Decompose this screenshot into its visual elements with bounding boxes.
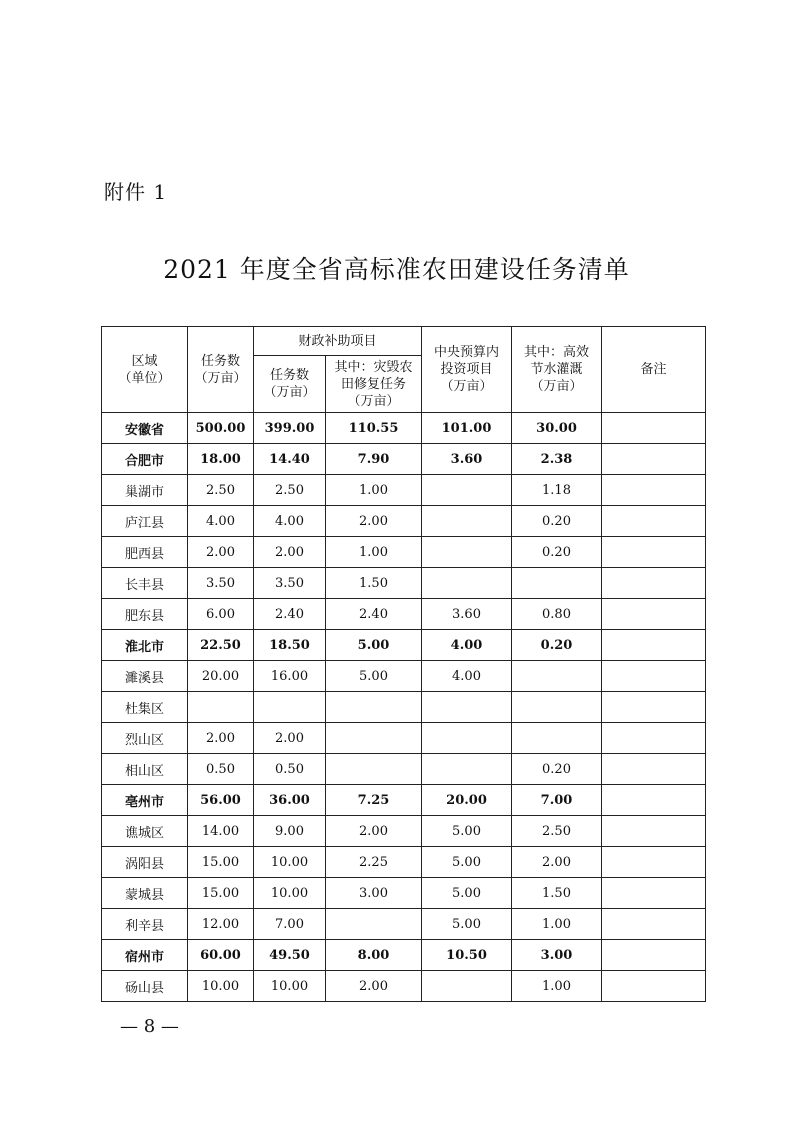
table-row <box>102 723 706 754</box>
cell-disaster: 1.00 <box>326 537 422 568</box>
cell-task: 22.50 <box>188 630 254 661</box>
cell-remarks <box>602 661 706 692</box>
cell-disaster: 110.55 <box>326 413 422 444</box>
cell-fiscal: 2.00 <box>254 723 326 754</box>
cell-central <box>422 692 512 723</box>
cell-name: 亳州市 <box>102 785 188 816</box>
cell-central: 3.60 <box>422 444 512 475</box>
cell-name: 巢湖市 <box>102 475 188 506</box>
attachment-label: 附件 1 <box>104 180 168 204</box>
header-central: 中央预算内 投资项目 （万亩） <box>422 327 512 413</box>
cell-irrigation: 2.00 <box>512 847 602 878</box>
table-row <box>102 909 706 940</box>
cell-irrigation: 2.50 <box>512 816 602 847</box>
cell-name: 合肥市 <box>102 444 188 475</box>
cell-name: 涡阳县 <box>102 847 188 878</box>
cell-task: 500.00 <box>188 413 254 444</box>
cell-name: 谯城区 <box>102 816 188 847</box>
cell-fiscal <box>254 692 326 723</box>
table-row <box>102 599 706 630</box>
cell-irrigation: 1.50 <box>512 878 602 909</box>
table-row <box>102 878 706 909</box>
cell-disaster: 5.00 <box>326 661 422 692</box>
table-body <box>102 413 706 1002</box>
cell-fiscal: 18.50 <box>254 630 326 661</box>
header-task: 任务数 （万亩） <box>188 327 254 413</box>
cell-central: 5.00 <box>422 909 512 940</box>
cell-task: 18.00 <box>188 444 254 475</box>
cell-fiscal: 9.00 <box>254 816 326 847</box>
cell-irrigation <box>512 568 602 599</box>
cell-task: 15.00 <box>188 878 254 909</box>
header-fiscal-task: 任务数 （万亩） <box>254 356 326 413</box>
cell-name: 长丰县 <box>102 568 188 599</box>
cell-fiscal: 14.40 <box>254 444 326 475</box>
cell-task: 15.00 <box>188 847 254 878</box>
cell-irrigation: 1.18 <box>512 475 602 506</box>
cell-fiscal: 399.00 <box>254 413 326 444</box>
cell-central: 10.50 <box>422 940 512 971</box>
cell-name: 利辛县 <box>102 909 188 940</box>
cell-central <box>422 971 512 1002</box>
table-row <box>102 940 706 971</box>
table-row <box>102 692 706 723</box>
cell-remarks <box>602 785 706 816</box>
cell-remarks <box>602 444 706 475</box>
cell-name: 宿州市 <box>102 940 188 971</box>
table-row <box>102 847 706 878</box>
cell-fiscal: 36.00 <box>254 785 326 816</box>
cell-fiscal: 10.00 <box>254 847 326 878</box>
cell-disaster: 8.00 <box>326 940 422 971</box>
cell-central <box>422 506 512 537</box>
task-table <box>101 326 706 1002</box>
header-irrigation: 其中：高效 节水灌溉 （万亩） <box>512 327 602 413</box>
cell-central: 20.00 <box>422 785 512 816</box>
table-row <box>102 444 706 475</box>
cell-fiscal: 2.40 <box>254 599 326 630</box>
cell-central: 5.00 <box>422 816 512 847</box>
cell-disaster: 2.00 <box>326 816 422 847</box>
header-disaster: 其中：灾毁农 田修复任务 （万亩） <box>326 356 422 413</box>
cell-task <box>188 692 254 723</box>
cell-irrigation: 3.00 <box>512 940 602 971</box>
header-fiscal-group: 财政补助项目 <box>254 327 422 356</box>
cell-remarks <box>602 475 706 506</box>
cell-irrigation: 0.20 <box>512 630 602 661</box>
cell-task: 2.50 <box>188 475 254 506</box>
cell-irrigation: 1.00 <box>512 971 602 1002</box>
cell-task: 3.50 <box>188 568 254 599</box>
cell-fiscal: 49.50 <box>254 940 326 971</box>
cell-task: 0.50 <box>188 754 254 785</box>
cell-remarks <box>602 909 706 940</box>
cell-central: 4.00 <box>422 661 512 692</box>
cell-name: 杜集区 <box>102 692 188 723</box>
cell-name: 安徽省 <box>102 413 188 444</box>
table-row <box>102 475 706 506</box>
cell-irrigation: 0.20 <box>512 754 602 785</box>
cell-disaster: 2.00 <box>326 506 422 537</box>
cell-disaster: 2.25 <box>326 847 422 878</box>
cell-disaster <box>326 723 422 754</box>
cell-irrigation <box>512 692 602 723</box>
header-region: 区域 （单位） <box>102 327 188 413</box>
cell-fiscal: 2.00 <box>254 537 326 568</box>
cell-disaster: 1.00 <box>326 475 422 506</box>
header-remarks: 备注 <box>602 327 706 413</box>
cell-task: 60.00 <box>188 940 254 971</box>
cell-disaster <box>326 909 422 940</box>
cell-name: 濉溪县 <box>102 661 188 692</box>
cell-irrigation <box>512 723 602 754</box>
table-row <box>102 568 706 599</box>
cell-fiscal: 10.00 <box>254 878 326 909</box>
cell-irrigation: 2.38 <box>512 444 602 475</box>
cell-remarks <box>602 940 706 971</box>
table-row <box>102 413 706 444</box>
cell-disaster: 2.00 <box>326 971 422 1002</box>
cell-central <box>422 568 512 599</box>
cell-disaster: 7.25 <box>326 785 422 816</box>
cell-remarks <box>602 537 706 568</box>
cell-central <box>422 723 512 754</box>
table-row <box>102 754 706 785</box>
cell-task: 2.00 <box>188 537 254 568</box>
cell-remarks <box>602 506 706 537</box>
cell-task: 4.00 <box>188 506 254 537</box>
cell-disaster: 1.50 <box>326 568 422 599</box>
cell-task: 6.00 <box>188 599 254 630</box>
table-row <box>102 506 706 537</box>
cell-irrigation: 7.00 <box>512 785 602 816</box>
cell-task: 10.00 <box>188 971 254 1002</box>
cell-name: 肥西县 <box>102 537 188 568</box>
cell-task: 12.00 <box>188 909 254 940</box>
cell-irrigation: 0.80 <box>512 599 602 630</box>
cell-fiscal: 3.50 <box>254 568 326 599</box>
cell-fiscal: 7.00 <box>254 909 326 940</box>
table-row <box>102 630 706 661</box>
cell-central <box>422 754 512 785</box>
cell-central: 5.00 <box>422 878 512 909</box>
cell-task: 14.00 <box>188 816 254 847</box>
cell-remarks <box>602 568 706 599</box>
cell-irrigation <box>512 661 602 692</box>
cell-remarks <box>602 413 706 444</box>
cell-disaster: 5.00 <box>326 630 422 661</box>
cell-fiscal: 16.00 <box>254 661 326 692</box>
page-number: — 8 — <box>120 1016 179 1037</box>
cell-disaster: 7.90 <box>326 444 422 475</box>
cell-name: 相山区 <box>102 754 188 785</box>
cell-name: 烈山区 <box>102 723 188 754</box>
table-row <box>102 816 706 847</box>
cell-name: 砀山县 <box>102 971 188 1002</box>
cell-remarks <box>602 878 706 909</box>
cell-disaster: 3.00 <box>326 878 422 909</box>
cell-remarks <box>602 816 706 847</box>
cell-task: 20.00 <box>188 661 254 692</box>
cell-remarks <box>602 971 706 1002</box>
cell-remarks <box>602 630 706 661</box>
cell-fiscal: 0.50 <box>254 754 326 785</box>
cell-fiscal: 4.00 <box>254 506 326 537</box>
cell-disaster <box>326 754 422 785</box>
cell-disaster <box>326 692 422 723</box>
cell-remarks <box>602 723 706 754</box>
cell-central: 3.60 <box>422 599 512 630</box>
cell-fiscal: 2.50 <box>254 475 326 506</box>
cell-remarks <box>602 754 706 785</box>
cell-name: 肥东县 <box>102 599 188 630</box>
cell-disaster: 2.40 <box>326 599 422 630</box>
table-row <box>102 537 706 568</box>
cell-central: 5.00 <box>422 847 512 878</box>
cell-irrigation: 30.00 <box>512 413 602 444</box>
cell-task: 2.00 <box>188 723 254 754</box>
cell-irrigation: 0.20 <box>512 537 602 568</box>
table-row <box>102 785 706 816</box>
table-row <box>102 971 706 1002</box>
cell-name: 淮北市 <box>102 630 188 661</box>
cell-central <box>422 537 512 568</box>
cell-task: 56.00 <box>188 785 254 816</box>
table-row <box>102 661 706 692</box>
cell-central <box>422 475 512 506</box>
cell-remarks <box>602 599 706 630</box>
cell-irrigation: 0.20 <box>512 506 602 537</box>
cell-name: 蒙城县 <box>102 878 188 909</box>
cell-name: 庐江县 <box>102 506 188 537</box>
cell-fiscal: 10.00 <box>254 971 326 1002</box>
cell-central: 4.00 <box>422 630 512 661</box>
cell-irrigation: 1.00 <box>512 909 602 940</box>
cell-central: 101.00 <box>422 413 512 444</box>
cell-remarks <box>602 692 706 723</box>
document-title: 2021 年度全省高标准农田建设任务清单 <box>163 255 630 284</box>
cell-remarks <box>602 847 706 878</box>
